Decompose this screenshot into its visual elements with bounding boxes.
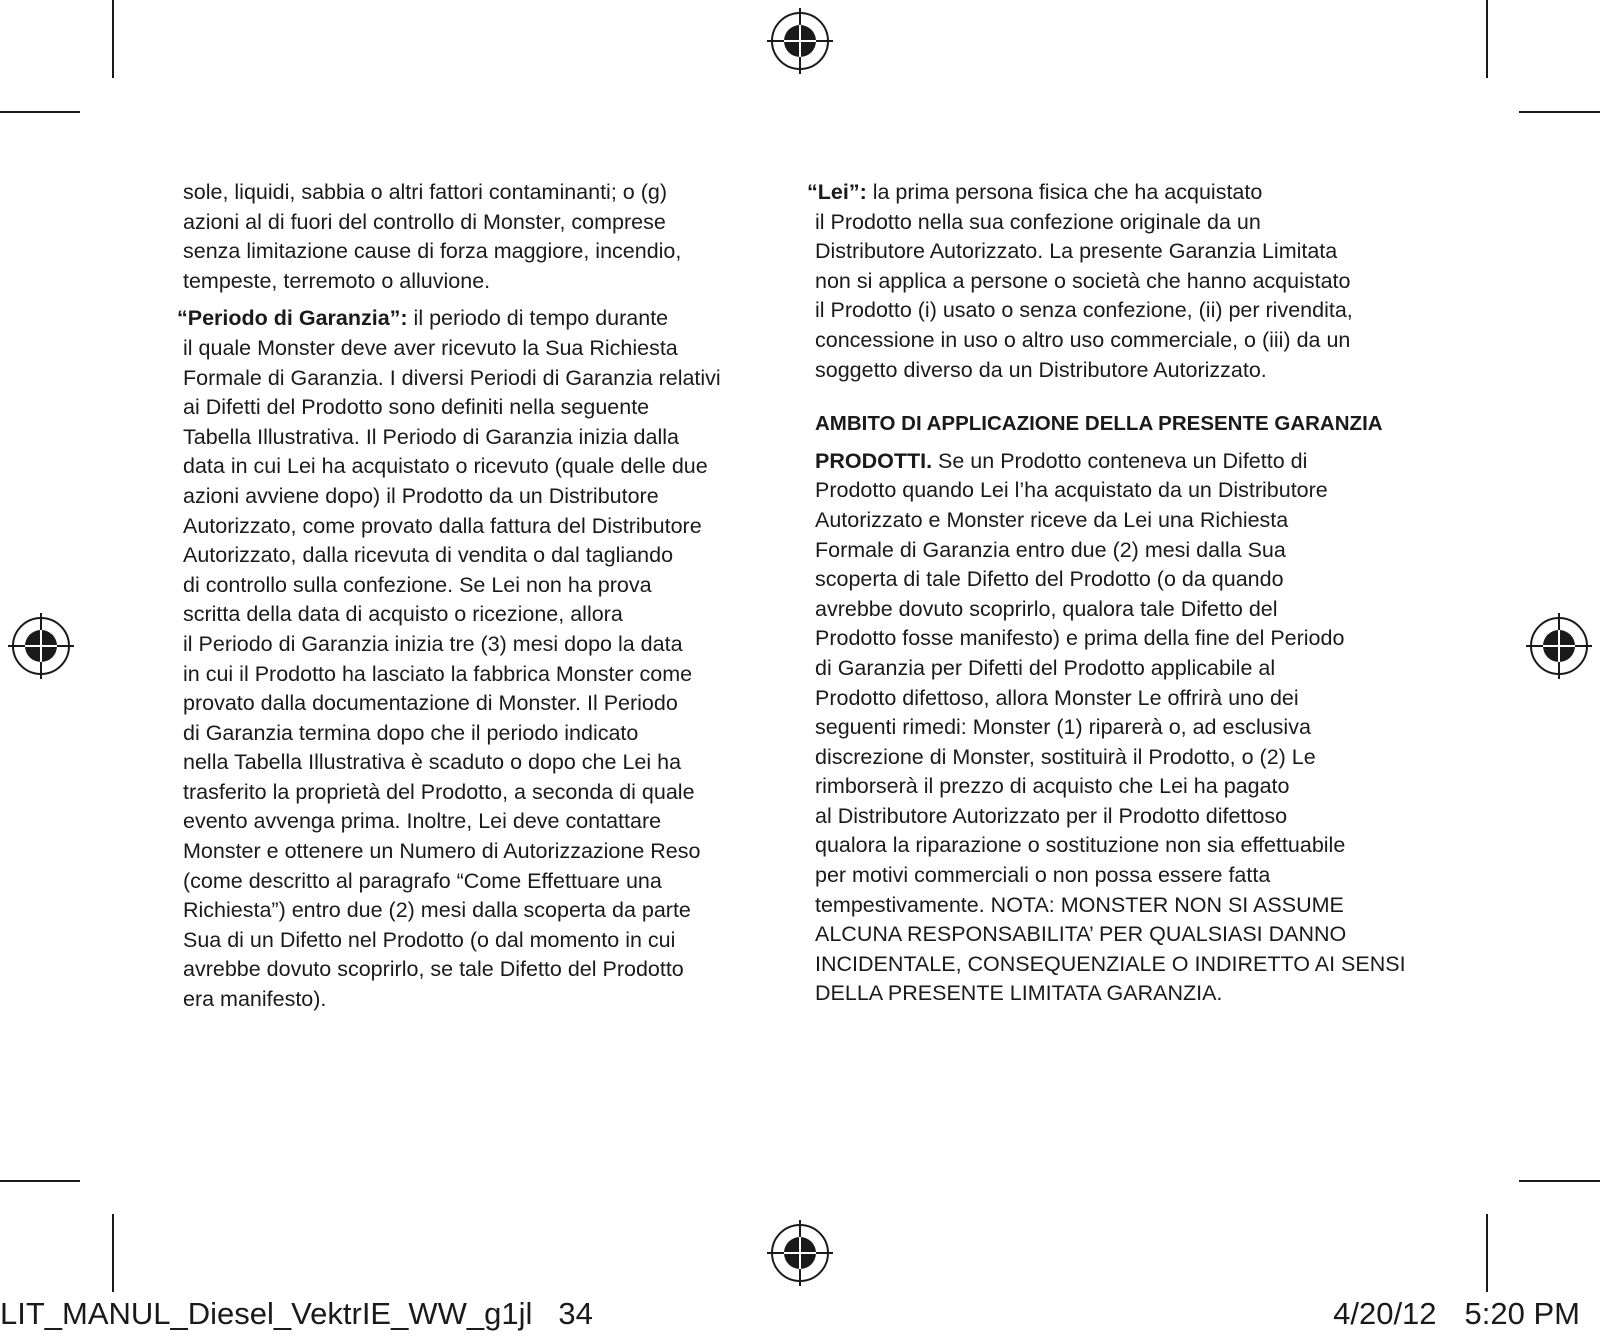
- text-line: DELLA PRESENTE LIMITATA GARANZIA.: [815, 981, 1223, 1006]
- text-line: scoperta di tale Difetto del Prodotto (o da quando: [815, 567, 1284, 592]
- text-line: (come descritto al paragrafo “Come Effettuare una: [183, 868, 662, 893]
- text-line: era manifesto).: [183, 987, 327, 1012]
- paragraph-periodo-di-garanzia-body: [183, 334, 753, 1015]
- paragraph-spacer: [815, 439, 1415, 447]
- text-line: Distributore Autorizzato. La presente Garanzia Limitata: [815, 239, 1338, 264]
- crop-mark-top-left-horizontal: [0, 111, 80, 113]
- text-line: azioni al di fuori del controllo di Monster, comprese: [183, 209, 666, 234]
- right-text-column: [807, 178, 1415, 1009]
- heading-ambito-di-applicazione: AMBITO DI APPLICAZIONE DELLA PRESENTE GARANZIA: [815, 412, 1383, 436]
- crop-mark-bottom-left-horizontal: [0, 1180, 80, 1182]
- text-line: Formale di Garanzia entro due (2) mesi dalla Sua: [815, 537, 1286, 562]
- slug-page-number: 34: [558, 1296, 593, 1331]
- crop-mark-top-right-horizontal: [1519, 111, 1600, 113]
- registration-mark-bottom-icon: [767, 1220, 833, 1286]
- text-line: Autorizzato e Monster riceve da Lei una Richiesta: [815, 507, 1289, 532]
- text-line: il quale Monster deve aver ricevuto la Sua Richiesta: [183, 335, 678, 360]
- text-line: Prodotto fosse manifesto) e prima della fine del Periodo: [815, 626, 1345, 651]
- text-line: provato dalla documentazione di Monster. Il Periodo: [183, 691, 678, 716]
- text-line: data in cui Lei ha acquistato o ricevuto (quale delle due: [183, 454, 708, 479]
- text-line: [815, 447, 1415, 477]
- text-line: tempeste, terremoto o alluvione.: [183, 268, 491, 293]
- text-line: tempestivamente. NOTA: MONSTER NON SI ASSUME: [815, 892, 1344, 917]
- registration-mark-right-icon: [1526, 613, 1592, 679]
- text-line: avrebbe dovuto scoprirlo, qualora tale Difetto del: [815, 596, 1278, 621]
- text-line: di Garanzia termina dopo che il periodo indicato: [183, 720, 639, 745]
- text-line: seguenti rimedi: Monster (1) riparerà o, ad esclusiva: [815, 715, 1311, 740]
- text-line: nella Tabella Illustrativa è scaduto o dopo che Lei ha: [183, 750, 682, 775]
- text-line: Tabella Illustrativa. Il Periodo di Garanzia inizia dalla: [183, 424, 679, 449]
- term-lei: “Lei”:: [807, 180, 867, 204]
- paragraph-spacer: [183, 296, 753, 304]
- registration-mark-top-icon: [767, 8, 833, 74]
- text-line: ALCUNA RESPONSABILITA’ PER QUALSIASI DANNO: [815, 922, 1347, 947]
- paragraph-lei-body: [815, 208, 1415, 386]
- slug-date: 4/20/12: [1333, 1296, 1437, 1331]
- text-line: Monster e ottenere un Numero di Autorizzazione Reso: [183, 839, 701, 864]
- text-line: evento avvenga prima. Inoltre, Lei deve contattare: [183, 809, 662, 834]
- slug-file-info: [0, 1296, 593, 1332]
- text-line: Richiesta”) entro due (2) mesi dalla scoperta da parte: [183, 898, 691, 923]
- text-line: Formale di Garanzia. I diversi Periodi di Garanzia relativi: [183, 365, 721, 390]
- text-line: trasferito la proprietà del Prodotto, a seconda di quale: [183, 779, 695, 804]
- term-definition-start: la prima persona fisica che ha acquistato: [866, 180, 1263, 204]
- crop-mark-bottom-left-vertical: [112, 1214, 114, 1292]
- crop-mark-bottom-right-horizontal: [1519, 1180, 1600, 1182]
- text-line: Prodotto difettoso, allora Monster Le offrirà uno dei: [815, 685, 1299, 710]
- text-line: di controllo sulla confezione. Se Lei non ha prova: [183, 572, 652, 597]
- term-definition-start: Se un Prodotto conteneva un Difetto di: [932, 448, 1308, 473]
- text-line: il Periodo di Garanzia inizia tre (3) mesi dopo la data: [183, 631, 683, 656]
- paragraph-prodotti: [815, 447, 1415, 1009]
- text-line: rimborserà il prezzo di acquisto che Lei ha pagato: [815, 774, 1290, 799]
- text-line: Sua di un Difetto nel Prodotto (o dal momento in cui: [183, 927, 676, 952]
- text-line: il Prodotto nella sua confezione originale da un: [815, 209, 1261, 234]
- term-definition-start: il periodo di tempo durante: [407, 306, 669, 331]
- text-line: azioni avviene dopo) il Prodotto da un Distributore: [183, 483, 659, 508]
- text-line: Prodotto quando Lei l’ha acquistato da un Distributore: [815, 478, 1328, 503]
- text-line: soggetto diverso da un Distributore Autorizzato.: [815, 357, 1267, 382]
- section-heading: [815, 409, 1415, 439]
- text-line: discrezione di Monster, sostituirà il Prodotto, o (2) Le: [815, 744, 1316, 769]
- paragraph-spacer: [815, 397, 1415, 409]
- paragraph-contaminants: [183, 178, 753, 296]
- term-prodotti: PRODOTTI.: [815, 448, 933, 473]
- text-line: il Prodotto (i) usato o senza confezione, (ii) per rivendita,: [815, 298, 1353, 323]
- registration-mark-left-icon: [8, 613, 74, 679]
- text-line: non si applica a persone o società che hanno acquistato: [815, 268, 1351, 293]
- paragraph-periodo-di-garanzia: [177, 304, 753, 334]
- text-line: in cui il Prodotto ha lasciato la fabbrica Monster come: [183, 661, 693, 686]
- crop-mark-top-left-vertical: [112, 0, 114, 78]
- text-line: qualora la riparazione o sostituzione non sia effettuabile: [815, 833, 1346, 858]
- crop-mark-bottom-right-vertical: [1486, 1214, 1488, 1292]
- slug-timestamp: [1333, 1296, 1580, 1332]
- text-line: al Distributore Autorizzato per il Prodotto difettoso: [815, 803, 1288, 828]
- text-line: senza limitazione cause di forza maggiore, incendio,: [183, 239, 682, 264]
- slug-filename: LIT_MANUL_Diesel_VektrIE_WW_g1jl: [0, 1296, 533, 1331]
- paragraph-spacer: [815, 385, 1415, 397]
- term-periodo-di-garanzia: “Periodo di Garanzia”:: [177, 306, 408, 331]
- text-line: scritta della data di acquisto o ricezione, allora: [183, 602, 623, 627]
- text-line: [177, 304, 753, 334]
- text-line: concessione in uso o altro uso commerciale, o (iii) da un: [815, 327, 1351, 352]
- paragraph-lei: [807, 178, 1415, 208]
- text-line: Autorizzato, come provato dalla fattura del Distributore: [183, 513, 702, 538]
- text-line: avrebbe dovuto scoprirlo, se tale Difetto del Prodotto: [183, 957, 684, 982]
- text-line: di Garanzia per Difetti del Prodotto applicabile al: [815, 655, 1276, 680]
- left-text-column: [177, 178, 753, 1015]
- text-line: ai Difetti del Prodotto sono definiti nella seguente: [183, 395, 650, 420]
- text-line: sole, liquidi, sabbia o altri fattori contaminanti; o (g): [183, 180, 667, 204]
- text-line: INCIDENTALE, CONSEQUENZIALE O INDIRETTO AI SENSI: [815, 951, 1406, 976]
- slug-time: 5:20 PM: [1464, 1296, 1580, 1331]
- text-line: per motivi commerciali o non possa essere fatta: [815, 863, 1271, 888]
- crop-mark-top-right-vertical: [1486, 0, 1488, 78]
- text-line: Autorizzato, dalla ricevuta di vendita o dal tagliando: [183, 543, 674, 568]
- text-line: [807, 178, 1415, 208]
